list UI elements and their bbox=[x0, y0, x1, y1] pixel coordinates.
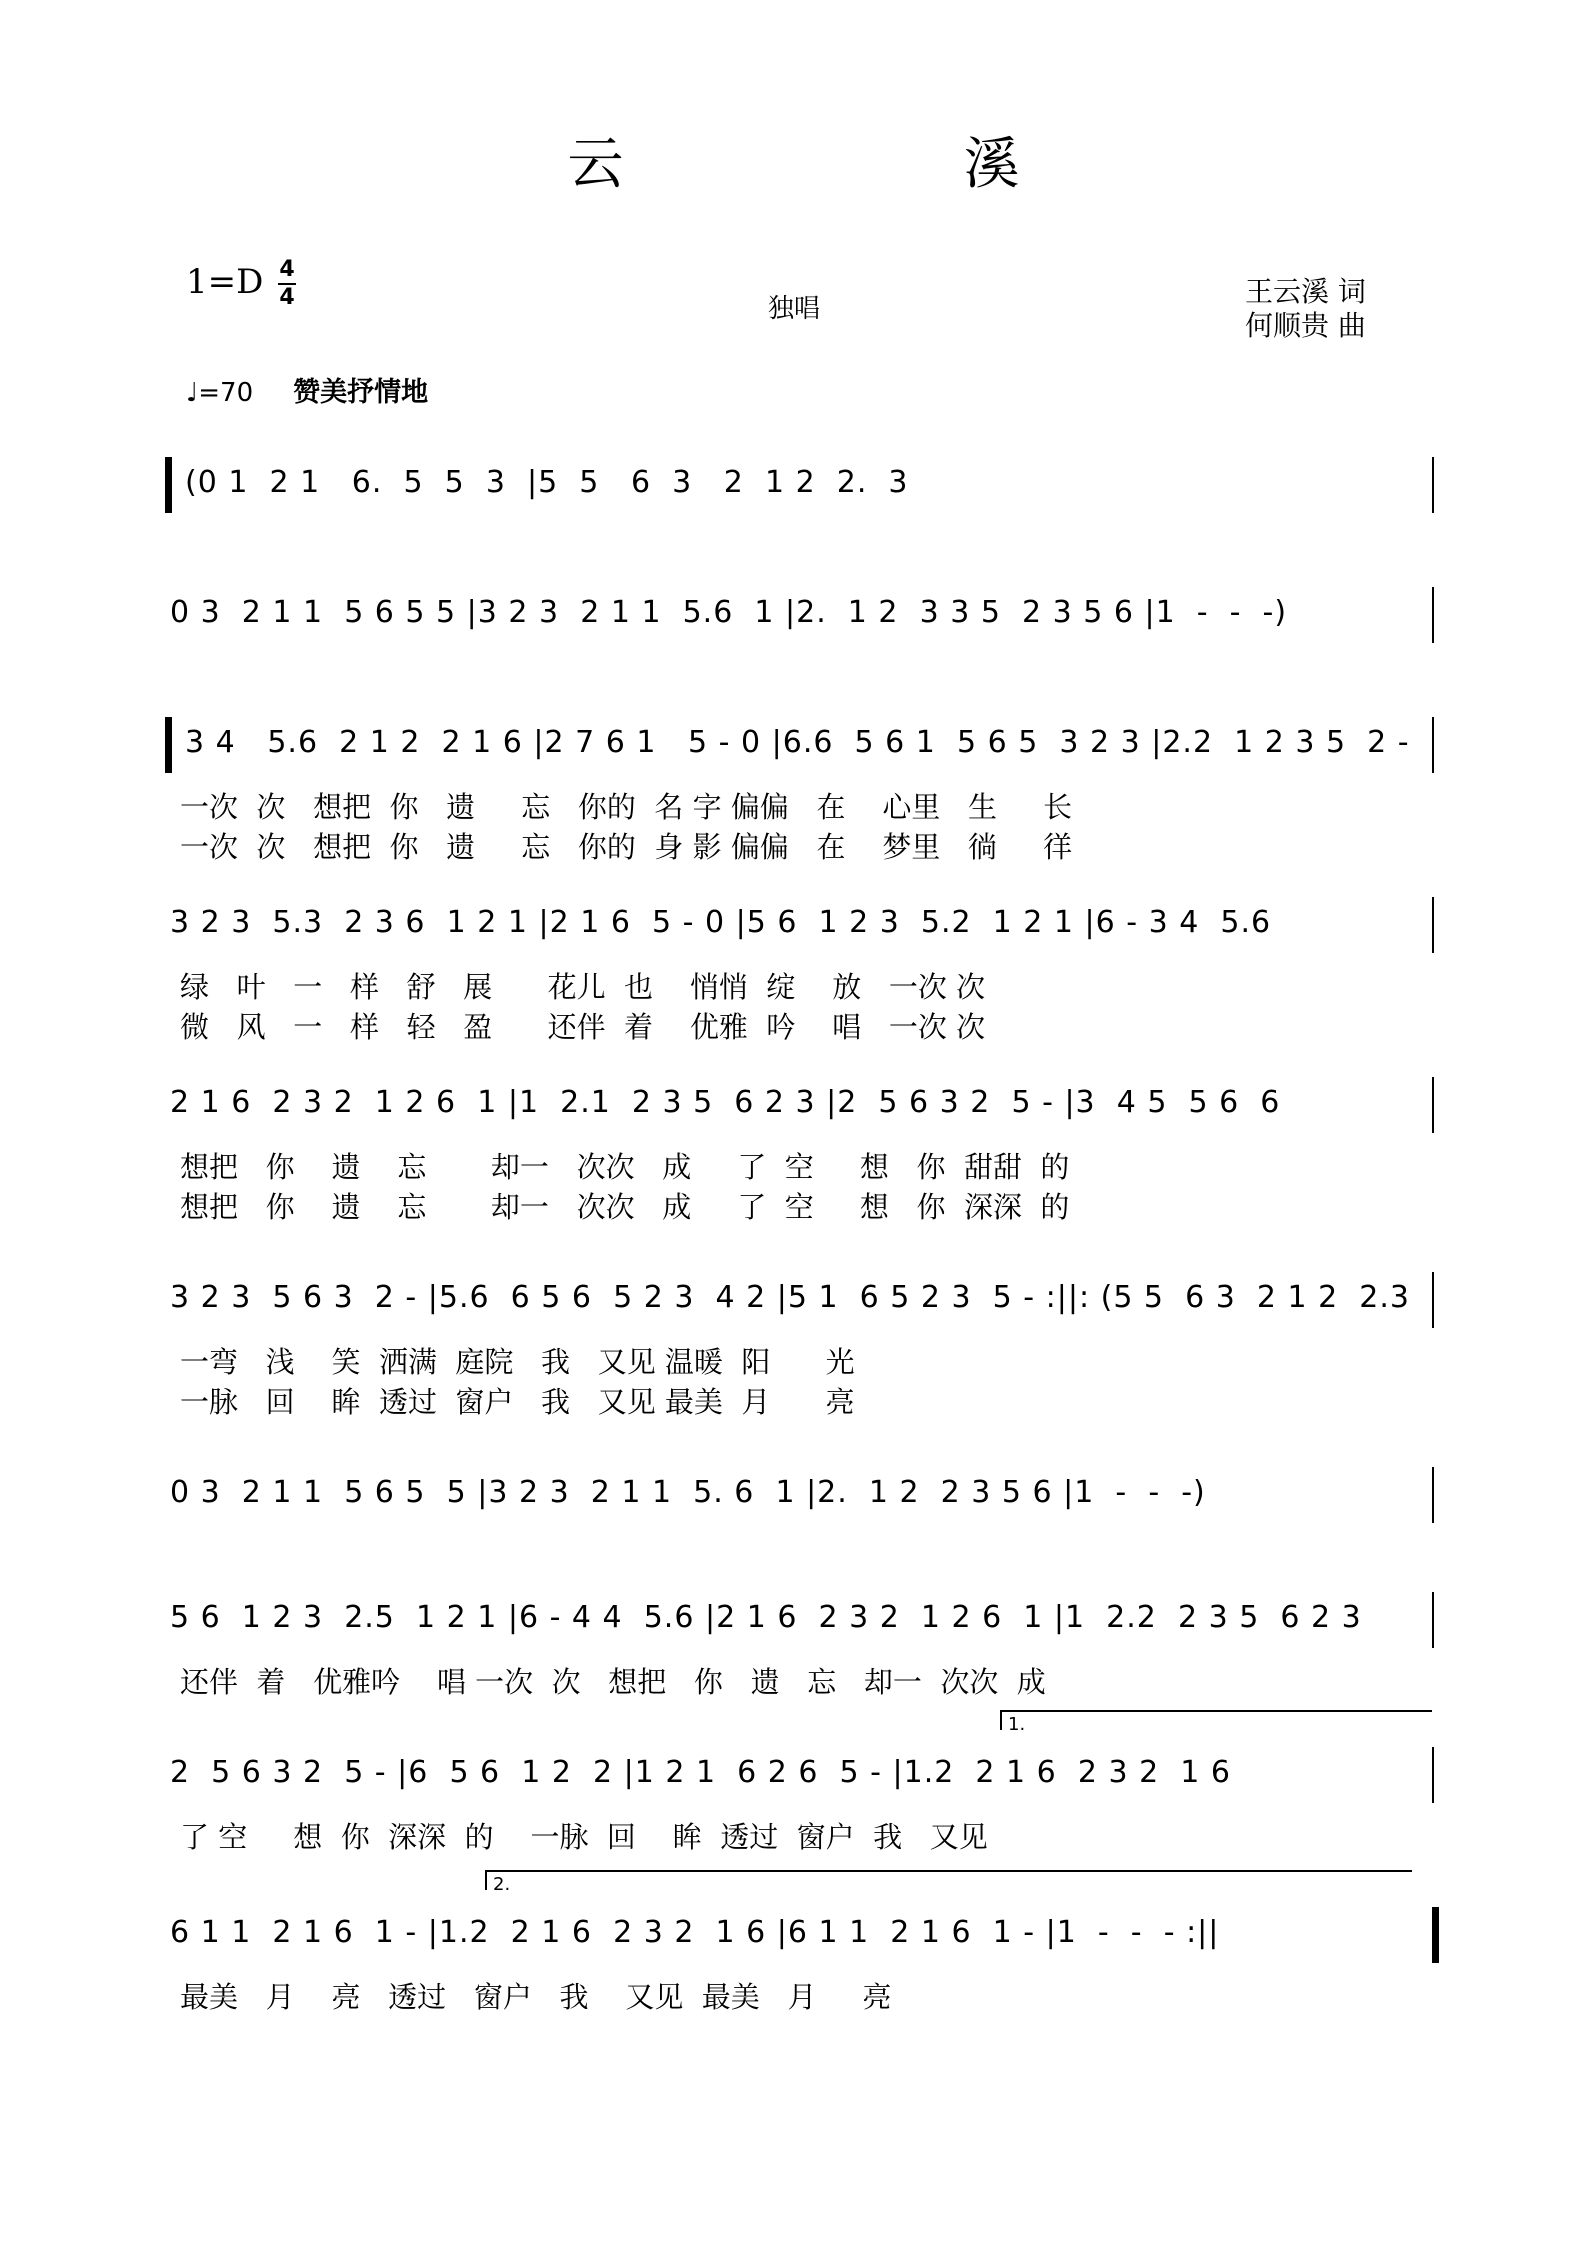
notation-line: 3 4 5.6 2 1 2 2 1 6 |2 7 6 1 5 - 0 |6.6 5 6 1 5 6 5 3 2 3 |2.2 1 2 3 5 2 - bbox=[185, 725, 1410, 760]
lyric-line-1: 最美 月 亮 透过 窗户 我 又见 最美 月 亮 bbox=[180, 1980, 892, 2014]
notation-line: (0 1 2 1 6. 5 5 3 |5 5 6 3 2 1 2 2. 3 bbox=[185, 465, 909, 500]
composer: 何顺贵 曲 bbox=[1245, 309, 1366, 342]
beam-line bbox=[175, 1797, 1415, 1798]
key-signature: 1=D bbox=[186, 262, 264, 302]
lyric-line-2: 想把 你 遗 忘 却一 次次 成 了 空 想 你 深深 的 bbox=[180, 1190, 1070, 1224]
lyric-line-2: 微 风 一 样 轻 盈 还伴 着 优雅 吟 唱 一次 次 bbox=[180, 1010, 986, 1044]
notation-line: 0 3 2 1 1 5 6 5 5 |3 2 3 2 1 1 5. 6 1 |2. 1 2 2 3 5 6 |1 - - -) bbox=[170, 1475, 1206, 1510]
system-end-barline bbox=[1432, 1592, 1434, 1648]
notation-line: 5 6 1 2 3 2.5 1 2 1 |6 - 4 4 5.6 |2 1 6 2 3 2 1 2 6 1 |1 2.2 2 3 5 6 2 3 bbox=[170, 1600, 1362, 1635]
beam-line bbox=[175, 507, 1415, 508]
lyric-line-1: 绿 叶 一 样 舒 展 花儿 也 悄悄 绽 放 一次 次 bbox=[180, 970, 986, 1004]
tempo-mark: ♩=70 bbox=[186, 378, 254, 408]
notation-line: 6 1 1 2 1 6 1 - |1.2 2 1 6 2 3 2 1 6 |6 1 1 2 1 6 1 - |1 - - - :|| bbox=[170, 1915, 1220, 1950]
time-signature bbox=[278, 258, 296, 310]
notation-line: 3 2 3 5.3 2 3 6 1 2 1 |2 1 6 5 - 0 |5 6 1 2 3 5.2 1 2 1 |6 - 3 4 5.6 bbox=[170, 905, 1272, 940]
system-end-barline bbox=[1432, 1467, 1434, 1523]
lyric-line-1: 想把 你 遗 忘 却一 次次 成 了 空 想 你 甜甜 的 bbox=[180, 1150, 1070, 1184]
performance-type: 独唱 bbox=[768, 294, 821, 324]
system-end-barline bbox=[1432, 587, 1434, 643]
notation-line: 0 3 2 1 1 5 6 5 5 |3 2 3 2 1 1 5.6 1 |2. 1 2 3 3 5 2 3 5 6 |1 - - -) bbox=[170, 595, 1288, 630]
system-end-barline bbox=[1432, 457, 1434, 513]
song-title bbox=[0, 120, 1587, 200]
system-end-barline bbox=[1432, 1747, 1434, 1803]
meter-bottom: 4 bbox=[279, 285, 295, 310]
system-end-barline bbox=[1432, 1272, 1434, 1328]
volta-bracket bbox=[485, 1870, 1412, 1895]
system-start-barline bbox=[165, 457, 172, 513]
lyricist: 王云溪 词 bbox=[1245, 275, 1366, 308]
volta-number: 2. bbox=[493, 1874, 511, 1895]
beam-line bbox=[175, 1322, 1415, 1323]
title-char-1: 云 bbox=[567, 132, 624, 197]
expression-mark: 赞美抒情地 bbox=[293, 377, 429, 408]
system-start-barline bbox=[165, 717, 172, 773]
notation-line: 2 1 6 2 3 2 1 2 6 1 |1 2.1 2 3 5 6 2 3 |2 5 6 3 2 5 - |3 4 5 5 6 6 bbox=[170, 1085, 1281, 1120]
lyric-line-1: 还伴 着 优雅吟 唱 一次 次 想把 你 遗 忘 却一 次次 成 bbox=[180, 1665, 1046, 1699]
beam-line bbox=[175, 1957, 1415, 1958]
beam-line bbox=[175, 767, 1415, 768]
lyric-line-2: 一次 次 想把 你 遗 忘 你的 身 影 偏偏 在 梦里 徜 徉 bbox=[180, 830, 1073, 864]
lyric-line-1: 一次 次 想把 你 遗 忘 你的 名 字 偏偏 在 心里 生 长 bbox=[180, 790, 1073, 824]
notation-line: 2 5 6 3 2 5 - |6 5 6 1 2 2 |1 2 1 6 2 6 5 - |1.2 2 1 6 2 3 2 1 6 bbox=[170, 1755, 1231, 1790]
system-end-barline bbox=[1432, 1077, 1434, 1133]
notation-line: 3 2 3 5 6 3 2 - |5.6 6 5 6 5 2 3 4 2 |5 1 6 5 2 3 5 - :||: (5 5 6 3 2 1 2 2.3 bbox=[170, 1280, 1410, 1315]
system-end-barline bbox=[1432, 717, 1434, 773]
beam-line bbox=[175, 1517, 1415, 1518]
system-end-barline bbox=[1432, 897, 1434, 953]
lyric-line-1: 了 空 想 你 深深 的 一脉 回 眸 透过 窗户 我 又见 bbox=[180, 1820, 988, 1854]
volta-bracket bbox=[1000, 1710, 1432, 1735]
beam-line bbox=[175, 947, 1415, 948]
lyric-line-2: 一脉 回 眸 透过 窗户 我 又见 最美 月 亮 bbox=[180, 1385, 855, 1419]
title-char-2: 溪 bbox=[963, 132, 1020, 197]
tempo-line bbox=[186, 370, 428, 409]
beam-line bbox=[175, 1127, 1415, 1128]
credits bbox=[1245, 275, 1366, 343]
lyric-line-1: 一弯 浅 笑 洒满 庭院 我 又见 温暖 阳 光 bbox=[180, 1345, 855, 1379]
volta-number: 1. bbox=[1008, 1714, 1026, 1735]
beam-line bbox=[175, 1642, 1415, 1643]
beam-line bbox=[175, 637, 1415, 638]
meter-top: 4 bbox=[279, 257, 295, 282]
system-end-barline bbox=[1432, 1907, 1439, 1963]
